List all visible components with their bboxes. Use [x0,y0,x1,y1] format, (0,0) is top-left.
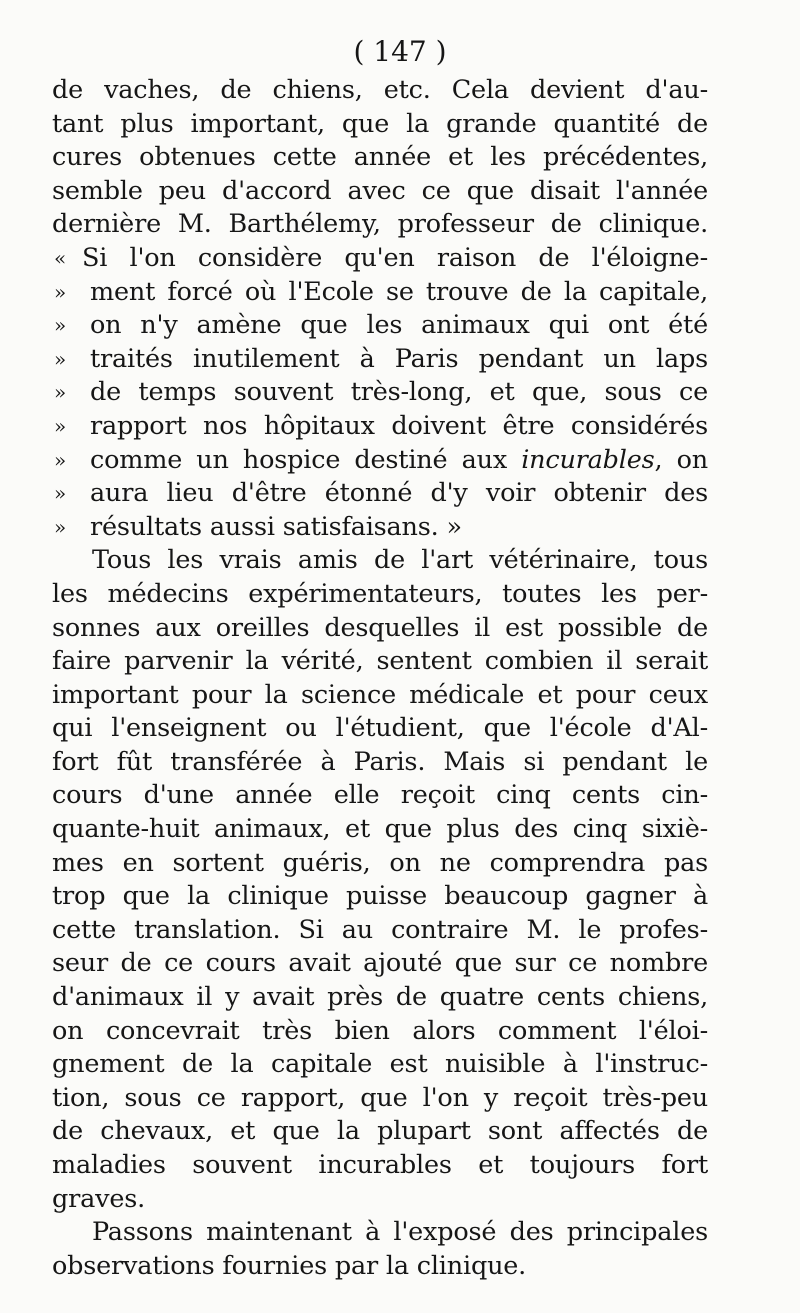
paragraph-3 [52,1216,708,1283]
continuation-quote-mark: » [54,346,67,371]
quote-line: » résultats aussi satisfaisans. » [52,511,708,545]
continuation-quote-mark: » [54,413,67,438]
paragraph-2 [52,544,708,1216]
text-line: sonnes aux oreilles desquelles il est possible de [52,612,708,643]
quote-line: » rapport nos hôpitaux doivent être considérés [52,410,708,444]
paragraph-1 [52,74,708,242]
text-line: on concevrait très bien alors comment l'éloi- [52,1015,708,1046]
text-line: d'animaux il y avait près de quatre cents chiens, [52,982,708,1013]
text-line: de vaches, de chiens, etc. Cela devient d'au- [52,75,708,105]
text-line: trop que la clinique puisse beaucoup gagner à [52,881,708,912]
text-line: graves. [52,1183,146,1214]
continuation-quote-mark: » [54,279,67,304]
quote-line: » de temps souvent très-long, et que, sous ce [52,376,708,410]
text-line: fort fût transférée à Paris. Mais si pendant le [52,746,708,777]
open-quote-mark: « [54,245,67,270]
quote-line: » ment forcé où l'Ecole se trouve de la capitale, [52,276,708,310]
text-line: qui l'enseignent ou l'étudient, que l'école d'Al- [52,713,708,744]
text-line: faire parvenir la vérité, sentent combien il serait [52,646,708,677]
italic-word: incurables [521,444,655,475]
text-line: cures obtenues cette année et les précédentes, [52,142,708,173]
text-line: cette translation. Si au contraire M. le profes- [52,914,708,945]
text-line: Passons maintenant à l'exposé des principales [92,1217,708,1248]
text-line: tant plus important, que la grande quantité de [52,108,708,139]
text-line: les médecins expérimentateurs, toutes les per- [52,578,708,609]
body-text [52,74,708,1283]
text-line: Tous les vrais amis de l'art vétérinaire, tous [92,545,708,576]
text-line: seur de ce cours avait ajouté que sur ce nombre [52,948,708,979]
quote-line: » comme un hospice destiné aux incurables, on [52,444,708,478]
quotation-block [52,242,708,544]
text-line: mes en sortent guéris, on ne comprendra pas [52,847,708,878]
text-line: gnement de la capitale est nuisible à l'instruc- [52,1049,708,1080]
text-line: cours d'une année elle reçoit cinq cents cin- [52,780,708,811]
text-line: dernière M. Barthélemy, professeur de clinique. [52,209,708,240]
page-number: ( 147 ) [353,35,447,68]
quote-line: » aura lieu d'être étonné d'y voir obtenir des [52,477,708,511]
text-line: maladies souvent incurables et toujours fort [52,1150,708,1180]
text-line: de chevaux, et que la plupart sont affectés de [52,1116,708,1147]
text-line: quante-huit animaux, et que plus des cinq sixiè- [52,814,708,845]
text-line: observations fournies par la clinique. [52,1250,527,1281]
continuation-quote-mark: » [54,313,67,338]
text-line: tion, sous ce rapport, que l'on y reçoit très-peu [52,1082,708,1113]
continuation-quote-mark: » [54,447,67,472]
continuation-quote-mark: » [54,380,67,405]
text-line: important pour la science médicale et pour ceux [52,679,708,710]
continuation-quote-mark: » [54,514,67,539]
quote-line: » traités inutilement à Paris pendant un laps [52,343,708,377]
quote-line: « Si l'on considère qu'en raison de l'éloigne- [52,242,708,276]
continuation-quote-mark: » [54,481,67,506]
quote-line: » on n'y amène que les animaux qui ont été [52,309,708,343]
text-line: semble peu d'accord avec ce que disait l'année [52,175,708,206]
